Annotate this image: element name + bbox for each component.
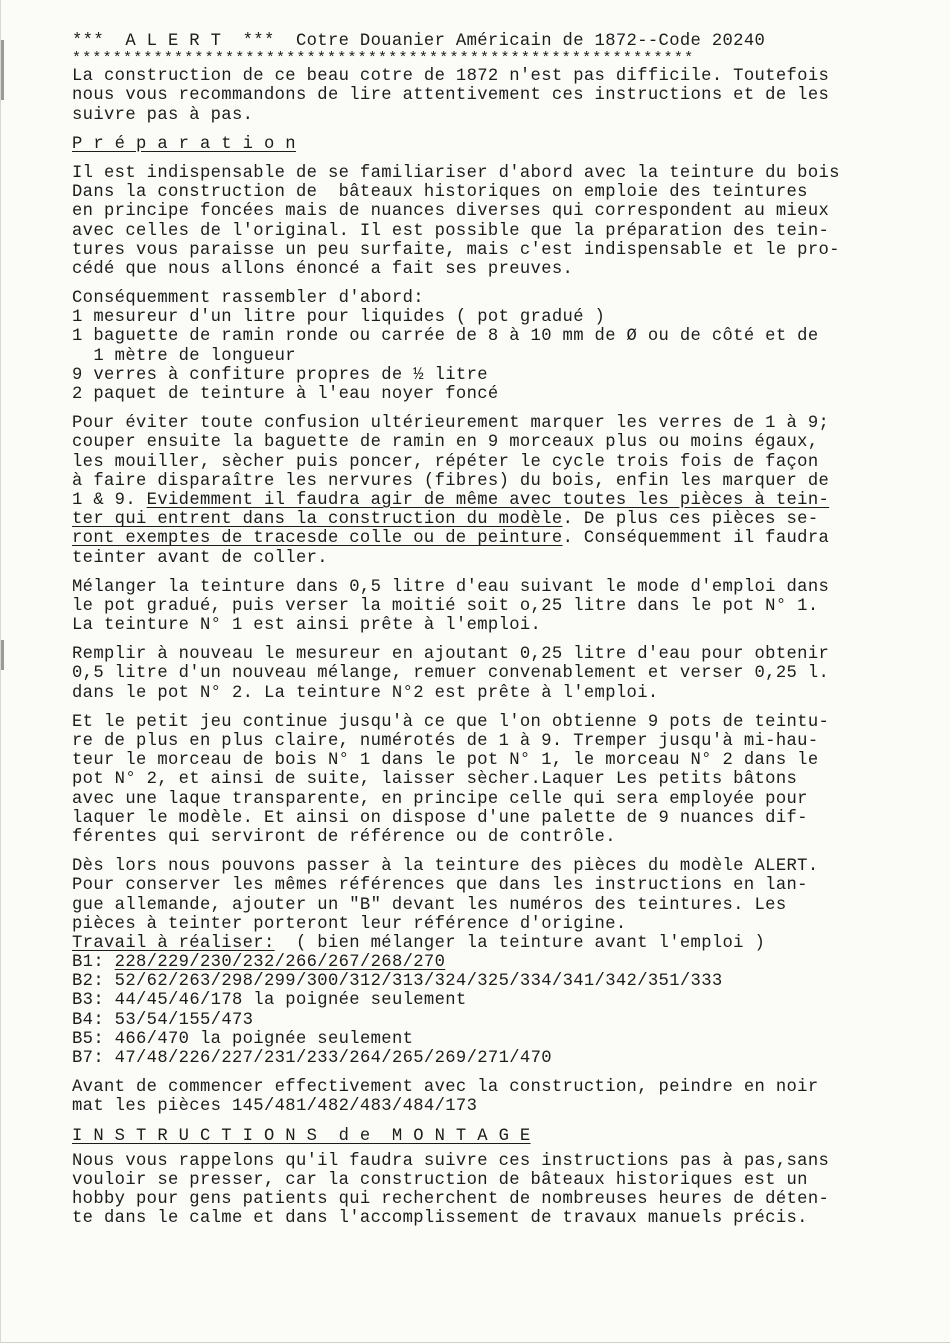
travail-row	[72, 1049, 902, 1068]
deslors-line: pièces à teinter porteront leur référence d'origine.	[72, 914, 627, 934]
jeu-line: avec une laque transparente, en principe celle qui sera employée pour	[72, 789, 808, 809]
confusion-line: Pour éviter toute confusion ultérieurement marquer les verres de 1 à 9;	[72, 414, 830, 434]
preparation-line: avec celles de l'original. Il est possible que la préparation des tein-	[72, 221, 830, 241]
preparation-line: Dans la construction de bâteaux historiques on emploie des teintures	[72, 183, 808, 203]
montage-line: hobby pour gens patients qui recherchent de nombreuses heures de déten-	[72, 1190, 830, 1210]
jeu-line: Et le petit jeu continue jusqu'à ce que l'on obtienne 9 pots de teintu-	[72, 712, 830, 732]
montage-line: te dans le calme et dans l'accomplissement de travaux manuels précis.	[72, 1209, 808, 1229]
deslors-line: gue allemande, ajouter un "B" devant les numéros des teintures. Les	[72, 895, 787, 915]
travail-code: B4:	[72, 1010, 115, 1030]
preparation-line: Il est indispensable de se familiariser d'abord avec la teinture du bois	[72, 163, 840, 183]
confusion-text: . Conséquemment il faudra	[562, 529, 830, 549]
confusion-line: les mouiller, sècher puis poncer, répéter le cycle trois fois de façon	[72, 452, 819, 472]
intro-line: suivre pas à pas.	[72, 105, 254, 125]
confusion-line	[72, 510, 902, 529]
travail-parts: 53/54/155/473	[114, 1010, 254, 1030]
travail-code: B1:	[72, 953, 115, 973]
travail-row	[72, 991, 902, 1010]
remplir-line: 0,5 litre d'un nouveau mélange, remuer convenablement et verser 0,25 l.	[72, 664, 830, 684]
intro-line: La construction de ce beau cotre de 1872 n'est pas difficile. Toutefois	[72, 67, 830, 87]
travail-code: B5:	[72, 1029, 115, 1049]
travail-row	[72, 972, 902, 991]
travail-parts: 228/229/230/232/266/267/268/270	[114, 953, 446, 973]
materials-item: 1 baguette de ramin ronde ou carrée de 8 à 10 mm de Ø ou de côté et de	[72, 327, 819, 347]
preparation-heading: P r é p a r a t i o n	[72, 134, 296, 154]
jeu-line: pot N° 2, et ainsi de suite, laisser sècher.Laquer Les petits bâtons	[72, 770, 798, 790]
jeu-line: re de plus en plus claire, numérotés de 1 à 9. Tremper jusqu'à mi-hau-	[72, 732, 819, 751]
jeu-line: laquer le modèle. Et ainsi on dispose d'une palette de 9 nuances dif-	[72, 808, 808, 828]
melange-line: le pot gradué, puis verser la moitié soit o,25 litre dans le pot N° 1.	[72, 596, 819, 616]
travail-parts: 44/45/46/178 la poignée seulement	[114, 991, 467, 1011]
underlined-text: ront exemptes de tracesde colle ou de peinture	[72, 529, 563, 549]
materials-item: 1 mètre de longueur	[72, 346, 296, 366]
document-title: *** A L E R T *** Cotre Douanier Américain de 1872--Code 20240	[72, 32, 766, 51]
confusion-line	[72, 491, 902, 510]
scan-edge-mark	[1, 640, 4, 670]
remplir-line: dans le pot N° 2. La teinture N°2 est prête à l'emploi.	[72, 683, 659, 703]
preparation-line: cédé que nous allons énoncé a fait ses preuves.	[72, 259, 574, 279]
materials-item: 9 verres à confiture propres de ½ litre	[72, 365, 488, 385]
materials-item: 2 paquet de teinture à l'eau noyer foncé	[72, 385, 499, 404]
document-body	[72, 32, 902, 1229]
preparation-line: tures vous paraisse un peu surfaite, mais c'est indispensable et le pro-	[72, 240, 840, 260]
avant-line: Avant de commencer effectivement avec la construction, peindre en noir	[72, 1078, 819, 1098]
montage-line: Nous vous rappelons qu'il faudra suivre ces instructions pas à pas,sans	[72, 1151, 830, 1171]
jeu-line: teur le morceau de bois N° 1 dans le pot N° 1, le morceau N° 2 dans le	[72, 751, 819, 771]
confusion-line: à faire disparaître les nervures (fibres) du bois, enfin les marquer de	[72, 471, 830, 491]
travail-parts: 47/48/226/227/231/233/264/265/269/271/470	[114, 1049, 552, 1068]
deslors-line: Dès lors nous pouvons passer à la teinture des pièces du modèle ALERT.	[72, 857, 819, 877]
confusion-line: couper ensuite la baguette de ramin en 9 morceaux plus ou moins égaux,	[72, 433, 819, 453]
travail-note: ( bien mélanger la teinture avant l'emploi )	[274, 933, 766, 953]
travail-code: B7:	[72, 1049, 115, 1068]
travail-row	[72, 1030, 902, 1049]
melange-line: Mélanger la teinture dans 0,5 litre d'eau suivant le mode d'emploi dans	[72, 577, 830, 597]
avant-line: mat les pièces 145/481/482/483/484/173	[72, 1097, 478, 1117]
underlined-text: ter qui entrent dans la construction du modèle	[72, 510, 563, 530]
confusion-line: teinter avant de coller.	[72, 548, 328, 568]
travail-parts: 466/470 la poignée seulement	[114, 1029, 414, 1049]
montage-line: vouloir se presser, car la construction de bâteaux historiques est un	[72, 1170, 808, 1190]
deslors-line: Pour conserver les mêmes références que dans les instructions en lan-	[72, 876, 808, 896]
montage-heading: I N S T R U C T I O N S d e M O N T A G E	[72, 1126, 531, 1146]
travail-header	[72, 934, 902, 953]
confusion-text: . De plus ces pièces se-	[562, 510, 819, 530]
intro-line: nous vous recommandons de lire attentivement ces instructions et de les	[72, 86, 830, 106]
jeu-line: férentes qui serviront de référence ou de contrôle.	[72, 827, 616, 847]
travail-parts: 52/62/263/298/299/300/312/313/324/325/334/341/342/351/333	[114, 972, 723, 992]
scan-edge-mark	[1, 40, 4, 100]
confusion-line	[72, 529, 902, 548]
materials-item: 1 mesureur d'un litre pour liquides ( pot gradué )	[72, 308, 606, 328]
travail-code: B3:	[72, 991, 115, 1011]
confusion-text: 1 & 9.	[72, 490, 147, 510]
materials-intro: Conséquemment rassembler d'abord:	[72, 289, 424, 309]
travail-code: B2:	[72, 972, 115, 992]
melange-line: La teinture N° 1 est ainsi prête à l'emploi.	[72, 616, 542, 636]
underlined-text: Evidemment il faudra agir de même avec toutes les pièces à tein-	[146, 490, 830, 510]
remplir-line: Remplir à nouveau le mesureur en ajoutant 0,25 litre d'eau pour obtenir	[72, 645, 830, 665]
travail-row	[72, 1011, 902, 1030]
preparation-line: en principe foncées mais de nuances diverses qui correspondent au mieux	[72, 202, 830, 222]
title-star-rule: *************************************************************	[72, 50, 695, 68]
travail-row	[72, 953, 902, 972]
travail-label: Travail à réaliser:	[72, 933, 275, 953]
